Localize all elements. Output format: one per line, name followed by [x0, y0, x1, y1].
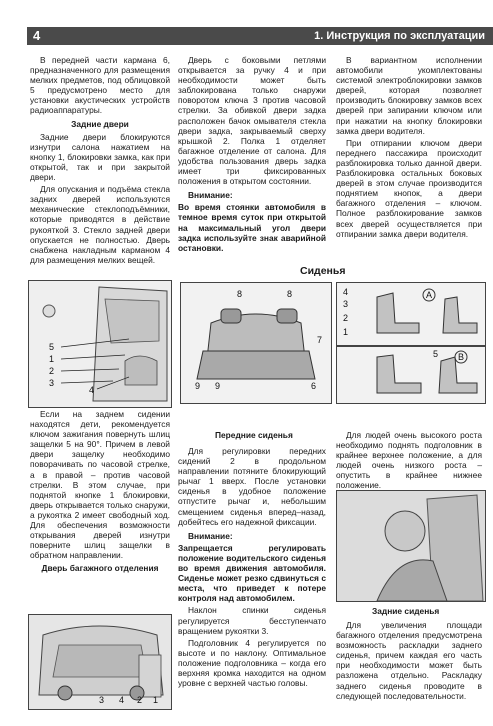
door-label: 2: [49, 366, 55, 376]
rear-seat-label: 8: [237, 289, 243, 299]
door-label: 1: [49, 354, 55, 364]
headrest-illustration: [337, 491, 485, 601]
door-label: 3: [49, 378, 55, 388]
headrest-figure: [336, 490, 486, 602]
rear-seat-label: 6: [311, 381, 317, 391]
front-seat-label: 3: [343, 299, 349, 309]
paragraph: Дверь с боковыми петлями открывается за ручку 4 и при необходимости может быть заблокирована только снаружи поворотом ключа 3 против часовой стрелки. За обивкой двери задка расположен бачок омывателя стекла двери задка, закрываемый сверху крышкой 2. Полка 1 отделяет багажное отделение от салона. Для удобства пользования дверь задка имеет три фиксированных положения в открытом состоянии.: [178, 55, 326, 187]
rear-door-illustration: [29, 281, 171, 407]
column-3-bottom: [336, 620, 482, 703]
front-seat-illustration-b: [337, 347, 485, 403]
front-seat-label: B: [458, 352, 465, 362]
door-label: 4: [89, 385, 95, 395]
paragraph: В вариантном исполнении автомобили укомплектованы системой электроблокировки замков дверей, которая позволяет производить блокировку замков всех дверей при запирании ключом или при нажатии на кнопку блокировки замка двери водителя.: [336, 55, 482, 136]
front-seat-figure-b: [336, 346, 486, 404]
column-1-top: [30, 55, 170, 267]
paragraph: Наклон спинки сиденья регулируется бесступенчато вращением рукоятки 3.: [178, 605, 326, 636]
front-seat-label: 1: [343, 327, 349, 337]
rear-seat-label: 8: [287, 289, 293, 299]
warning-title: Внимание:: [188, 190, 233, 201]
front-seat-label: 2: [343, 313, 349, 323]
rear-seat-figure: [180, 282, 332, 404]
rear-seat-label: 9: [215, 381, 221, 391]
rear-doors-heading: Задние двери: [71, 118, 129, 129]
trunk-door-heading: Дверь багажного отделения: [41, 563, 159, 574]
paragraph: Подголовник 4 регулируется по высоте и по наклону. Оптимальное положение подголовника – когда его верхняя кромка находится на одном уровне с верхней частью головы.: [178, 637, 326, 689]
page-number: 4: [33, 28, 41, 43]
paragraph: Для людей очень высокого роста необходимо поднять подголовник в крайнее верхнее положение, а для людей очень низкого роста – опустить в крайнее нижнее положение.: [336, 430, 482, 491]
front-seat-illustration-a: [337, 283, 485, 345]
front-seat-figure-a: [336, 282, 486, 346]
warning-text: Во время стоянки автомобиля в темное время суток при открытой на максимальный угол двери задка используйте знак аварийной остановки.: [178, 202, 326, 253]
front-seats-caption: Передние сиденья: [215, 430, 293, 440]
trunk-door-figure: [28, 614, 172, 710]
rear-seat-label: 7: [317, 335, 323, 345]
rear-door-figure: [28, 280, 172, 408]
trunk-label: 3: [99, 695, 105, 705]
column-2-bottom: [178, 446, 326, 690]
paragraph: Для увеличения площади багажного отделения предусмотрена возможность раскладки заднего сиденья, причем каждая его часть при необходимости может быть разложена отдельно. Раскладку заднего сиденья проводите в следующей последовательности.: [336, 620, 482, 701]
paragraph: Задние двери блокируются изнутри салона нажатием на кнопку 1, блокировки замка, как при открытой, так и при закрытой двери.: [30, 131, 170, 183]
column-2-top: [178, 55, 326, 255]
front-seat-label: A: [426, 290, 433, 300]
warning-text: Запрещается регулировать положение водительского сиденья во время движения автомобиля. Сиденье может резко сдвинуться с места, что приведет к потере контроля над автомобилем.: [178, 542, 326, 604]
seats-section-title: Сиденья: [300, 265, 346, 277]
column-3-middle: [336, 430, 482, 493]
trunk-label: 1: [153, 695, 159, 705]
door-label: 5: [49, 342, 55, 352]
paragraph: В передней части кармана 6, предназначенного для размещения мелких предметов, под облицовкой 5 предусмотрено место для установки акустических устройств радиоаппаратуры.: [30, 55, 170, 116]
trunk-label: 4: [119, 695, 125, 705]
paragraph: Для регулировки передних сидений 2 в продольном направлении потяните блокирующий рычаг 1 вверх. После установки сиденья в удобное положение отпустите рычаг и, небольшим смещением сиденья вперед–назад, добейтесь его надежной фиксации.: [178, 446, 326, 527]
trunk-label: 2: [137, 695, 143, 705]
front-seat-label: 5: [433, 349, 439, 359]
column-1-bottom: [30, 409, 170, 577]
paragraph: Если на заднем сидении находятся дети, рекомендуется ключом зажигания повернуть шлиц защелки 5 на 90°. Причем в левой двери защелку необходимо поворачивать по часовой стрелке, а в правой – против часовой стрелки. В этом случае, при поднятой кнопке 1 блокировки, дверь открывается только снаружи, а рукоятка 2 имеет свободный ход. Для обеспечения возможности открывания дверей изнутри поверните шлиц защелки в обратном направлении.: [30, 409, 170, 561]
paragraph: При отпирании ключом двери переднего пассажира происходит разблокировка только данной двери. Разблокировка остальных боковых дверей в этом случае производится поднятием кнопок, а двери багажного отделения – ключом. Полное разблокирование замков всех дверей осуществляется при отпирании замка двери водителя.: [336, 137, 482, 239]
chapter-title: 1. Инструкция по эксплуатации: [314, 30, 485, 42]
rear-seat-label: 9: [195, 381, 201, 391]
front-seat-label: 4: [343, 287, 349, 297]
trunk-illustration: [29, 615, 171, 709]
page-header: [27, 27, 493, 45]
warning-title: Внимание:: [188, 530, 233, 541]
column-3-top: [336, 55, 482, 241]
paragraph: Для опускания и подъёма стекла задних дверей используются механические стеклоподъёмники, которые приводятся в действие рукояткой 3. Стекло задней двери опускается не полностью. Дверь снабжена накладным карманом 4 для размещения мелких вещей.: [30, 184, 170, 265]
rear-seat-illustration: [181, 283, 331, 403]
rear-seats-caption: Задние сиденья: [372, 606, 440, 616]
